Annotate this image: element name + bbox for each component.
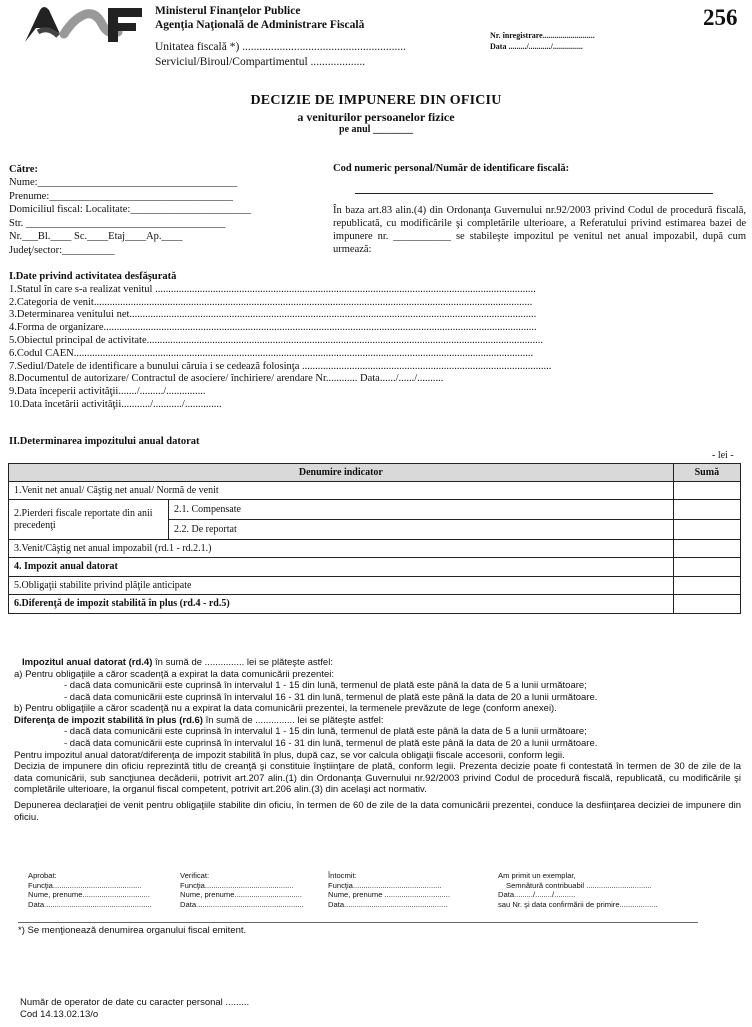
verified-block [180, 871, 304, 910]
indicator-column-header: Denumire indicator [9, 464, 674, 482]
table-row [9, 500, 741, 520]
tax-section-heading: II.Determinarea impozitului anual datorat [9, 436, 200, 447]
table-row [9, 540, 741, 558]
footnote-divider [18, 922, 698, 923]
difference-line [14, 715, 741, 727]
verified-name-field[interactable]: Nume, prenume................................ [180, 890, 302, 900]
activity-item[interactable]: 5.Obiectul principal de activitate....................................................................................................................................................... [9, 334, 543, 346]
row-label: 3.Venit/Câştig net anual impozabil (rd.1 - rd.2.1.) [9, 540, 674, 558]
document-title: DECIZIE DE IMPUNERE DIN OFICIU [250, 93, 502, 108]
prepared-function-field[interactable]: Funcţia.......................................... [328, 880, 442, 890]
document-title-block [0, 93, 752, 136]
sum-cell[interactable] [673, 558, 740, 577]
table-row [9, 482, 741, 500]
table-row [9, 558, 741, 577]
activity-item[interactable]: 2.Categoria de venit....................................................................................................................................................................... [9, 296, 533, 308]
cnp-block [333, 163, 746, 256]
verified-label: Verificat: [180, 871, 210, 880]
tax-table [8, 463, 741, 614]
sum-column-header: Sumă [673, 464, 740, 482]
row-label: 2.1. Compensate [169, 500, 674, 520]
recipient-heading: Către: [9, 164, 38, 175]
payment-terms-block [14, 657, 741, 823]
activity-section-heading: I.Date privind activitatea desfăşurată [9, 271, 177, 282]
prepared-date-field[interactable]: Data................................................. [328, 900, 448, 910]
fiscal-unit-field[interactable]: Unitatea fiscală *) ......................................................... [155, 41, 407, 53]
form-code: Cod 14.13.02.13/o [20, 1009, 99, 1021]
difference-text: în sumă de ............... lei se plăteşte astfel: [202, 714, 384, 726]
footnote: *) Se menţionează denumirea organului fiscal emitent. [18, 925, 247, 936]
annual-tax-label: Impozitul anual datorat (rd.4) [22, 657, 153, 668]
sum-cell[interactable] [673, 577, 740, 595]
activity-item[interactable]: 3.Determinarea venitului net........................................................................................................................................................... [9, 309, 537, 321]
approved-name-field[interactable]: Nume, prenume................................ [28, 890, 150, 900]
activity-item[interactable]: 8.Documentul de autorizare/ Contractul de asociere/ închiriere/ arendare Nr............ Data....../....../.......... [9, 373, 444, 385]
row-label: 4. Impozit anual datorat [9, 558, 674, 577]
term-c2: - dacă data comunicării este cuprinsă în intervalul 16 - 31 din lună, termenul de plată este până la data de 20 a lunii următoare. [64, 738, 598, 750]
row-label: 6.Diferenţă de impozit stabilită în plus (rd.4 - rd.5) [9, 595, 674, 614]
row-label: 5.Obligaţii stabilite privind plăţile anticipate [9, 577, 674, 595]
declaration-note: Depunerea declaraţiei de venit pentru obligaţiile stabilite din oficiu, în termen de 60 de zile de la data comunicării prezentei, conduce la desfiinţarea deciziei de impunere din oficiu. [14, 799, 741, 823]
county-field[interactable]: Judeţ/sector:__________ [9, 244, 115, 256]
term-b: b) Pentru obligaţiile a căror scadenţă nu a expirat la data comunicării prezentei, la termenele prevăzute de lege (conform anexei). [14, 703, 557, 715]
term-a: a) Pentru obligaţiile a căror scadenţă a expirat la data comunicării prezentei: [14, 668, 335, 680]
row-label: 1.Venit net anual/ Câştig net anual/ Normă de venit [9, 482, 674, 500]
ministry-name: Ministerul Finanţelor Publice [155, 5, 301, 17]
fiscal-unit-block [155, 40, 406, 70]
taxpayer-signature-field[interactable]: Semnătură contribuabil ............................... [506, 880, 652, 890]
anaf-logo [22, 4, 146, 44]
sum-cell[interactable] [673, 520, 740, 540]
sum-cell[interactable] [673, 540, 740, 558]
activity-section [9, 271, 741, 412]
service-field[interactable]: Serviciul/Biroul/Compartimentul ................... [155, 55, 366, 68]
cnp-field[interactable] [355, 186, 713, 194]
registration-number-field[interactable]: Nr. înregistrare.......................... [490, 31, 595, 40]
agency-name: Agenţia Naţională de Administrare Fiscală [155, 19, 365, 32]
registration-block [490, 31, 595, 53]
locality-field[interactable]: Domiciliul fiscal: Localitate:_______________________ [9, 204, 252, 216]
operator-number: Număr de operator de date cu caracter personal ......... [20, 997, 250, 1008]
accessory-note: Pentru impozitul anual datorat/diferenţa de impozit stabilită în plus, după caz, se vor calcula obligaţii fiscale accesorii, conform legii. [14, 749, 565, 761]
difference-label: Diferenţa de impozit stabilită în plus (rd.6) [14, 714, 203, 726]
verified-function-field[interactable]: Funcţia.......................................... [180, 880, 294, 890]
annual-tax-line [14, 657, 741, 669]
last-name-field[interactable]: Nume:______________________________________ [9, 177, 238, 189]
document-subtitle: a veniturilor persoanelor fizice [297, 109, 455, 124]
term-a2: - dacă data comunicării este cuprinsă în intervalul 16 - 31 din lună, termenul de plată este până la data de 20 a lunii următoare. [64, 691, 598, 703]
prepared-block [328, 871, 450, 910]
activity-item[interactable]: 4.Forma de organizare..................................................................................................................................................................... [9, 322, 537, 334]
approved-date-field[interactable]: Data................................................... [28, 900, 152, 910]
tax-year-field[interactable]: pe anul ________ [339, 124, 413, 136]
confirmation-field[interactable]: sau Nr. şi data confirmării de primire.................. [498, 900, 658, 910]
form-number: 256 [703, 5, 738, 30]
received-date-field[interactable]: Data........./......../.......... [498, 890, 576, 900]
annual-tax-text: în sumă de ............... lei se plăteşte astfel: [152, 657, 333, 668]
issuer-block [155, 4, 364, 33]
approved-function-field[interactable]: Funcţia.......................................... [28, 880, 142, 890]
sum-cell[interactable] [673, 482, 740, 500]
registration-date-field[interactable]: Data ........./.........../............... [490, 41, 583, 51]
address-number-field[interactable]: Nr.___Bl.____ Sc.____Etaj____Ap.____ [9, 231, 183, 243]
currency-label: - lei - [712, 450, 734, 461]
received-label: Am primit un exemplar, [498, 871, 576, 880]
prepared-name-field[interactable]: Nume, prenume ............................... [328, 890, 450, 900]
activity-item[interactable]: 1.Statul în care s-a realizat venitul ................................................................................................................................................. [9, 283, 536, 295]
term-a1: - dacă data comunicării este cuprinsă în intervalul 1 - 15 din lună, termenul de plată este până la data de 5 a lunii următoare; [64, 680, 587, 692]
table-row [9, 577, 741, 595]
activity-item[interactable]: 6.Codul CAEN............................................................................................................................................................................... [9, 347, 534, 359]
row-label: 2.Pierderi fiscale reportate din anii precedenţi [9, 500, 169, 540]
verified-date-field[interactable]: Data................................................... [180, 900, 304, 910]
footer-block [20, 997, 249, 1022]
activity-item[interactable]: 7.Sediul/Datele de identificare a bunului căruia i se cedează folosinţa ............................................................................................... [9, 360, 552, 372]
first-name-field[interactable]: Prenume:___________________________________ [9, 190, 233, 202]
table-header-row [9, 464, 741, 482]
approved-block [28, 871, 152, 910]
received-block [498, 871, 658, 910]
table-row [9, 595, 741, 614]
prepared-label: Întocmit: [328, 871, 357, 880]
row-label: 2.2. De reportat [169, 520, 674, 540]
approved-label: Aprobat: [28, 871, 57, 880]
street-field[interactable]: Str. ______________________________________ [9, 217, 226, 229]
activity-item[interactable]: 10.Data încetării activităţii.........../.........../.............. [9, 398, 222, 410]
cnp-heading: Cod numeric personal/Număr de identificare fiscală: [333, 163, 570, 174]
sum-cell[interactable] [673, 595, 740, 614]
term-c1: - dacă data comunicării este cuprinsă în intervalul 1 - 15 din lună, termenul de plată este până la data de 5 a lunii următoare; [64, 726, 587, 738]
legal-basis-text: În baza art.83 alin.(4) din Ordonanţa Guvernului nr.92/2003 privind Codul de procedură fiscală, republicată, cu modificările şi completările ulterioare, a Referatului privind estimarea bazei de impunere nr. ___________ se stabileşte impozitul pe venitul net anual impozabil, după cum urmează: [333, 204, 746, 255]
activity-item[interactable]: 9.Data începerii activităţii......./........./............... [9, 386, 206, 398]
recipient-block [9, 163, 309, 257]
contest-note: Decizia de impunere din oficiu reprezintă titlu de creanţă şi constituie înştiinţare de plată, conform legii. Prezenta decizie poate fi contestată în termen de 30 de zile de la data comunicării, sub sancţiunea decăderii, potrivit art.207 alin.(1) din Ordonanţa Guvernului nr.92/2003 privind Codul de procedură fiscală, republicată, cu modificările şi completările ulterioare, la organul fiscal competent, potrivit art.206 alin.(3) din acelaşi act normativ. [14, 761, 741, 796]
sum-cell[interactable] [673, 500, 740, 520]
